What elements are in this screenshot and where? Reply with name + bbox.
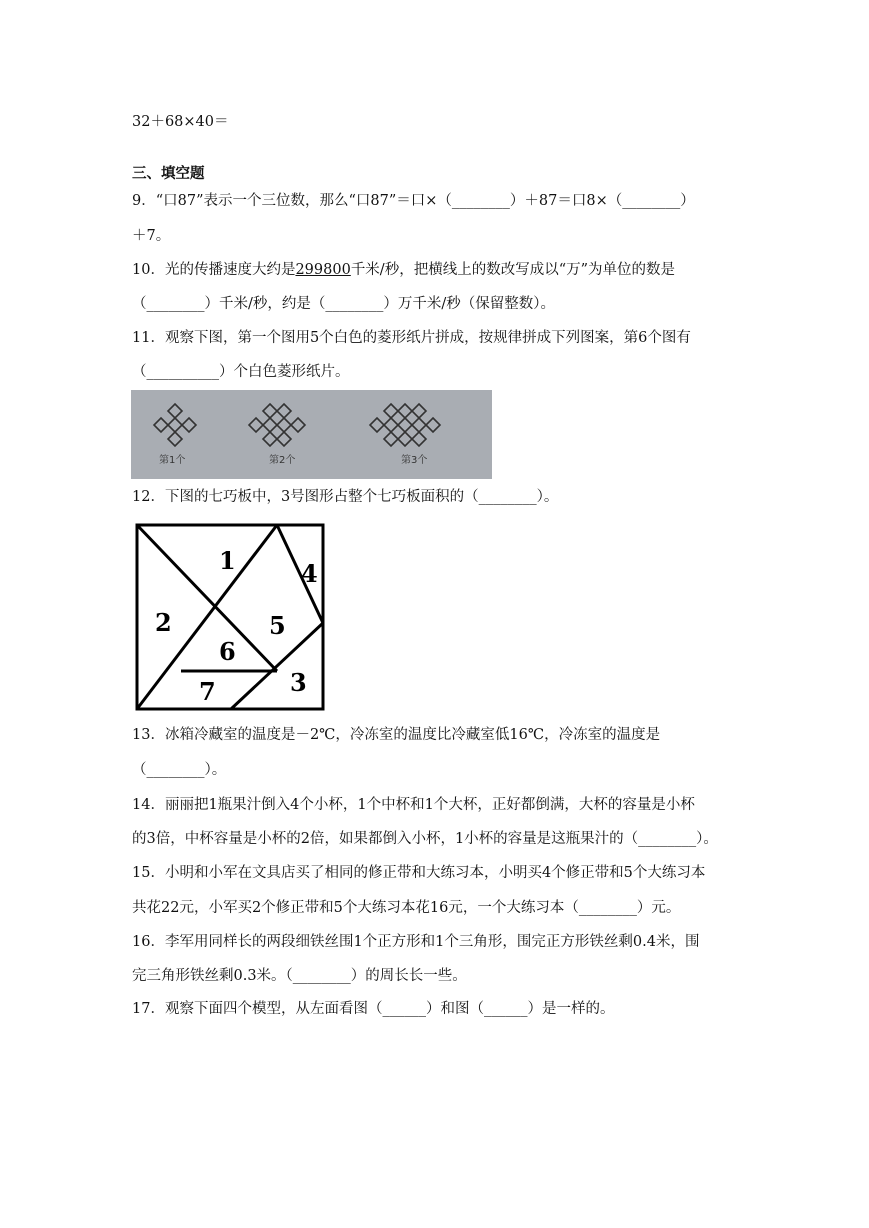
expression-32-68-40: 32＋68×40＝ — [132, 114, 229, 130]
question-14-line-2: 的3倍，中杯容量是小杯的2倍，如果都倒入小杯，1小杯的容量是这瓶果汁的（________）。 — [132, 831, 718, 847]
question-10-line-1 — [132, 260, 675, 280]
tangram-label-7: 7 — [199, 677, 216, 706]
pattern-2-rhombi — [249, 404, 305, 446]
question-11-line-2: （__________）个白色菱形纸片。 — [132, 364, 350, 380]
section-heading-fill-in-blank: 三、填空题 — [132, 166, 205, 182]
question-12: 12．下图的七巧板中，3号图形占整个七巧板面积的（________）。 — [132, 489, 559, 505]
question-15-line-2: 共花22元，小军买2个修正带和5个大练习本花16元，一个大练习本（________）元。 — [132, 900, 681, 916]
question-9-line-1: 9．“口87”表示一个三位数，那么“口87”＝口×（________）＋87＝口8×（________） — [132, 193, 695, 209]
tangram-label-6: 6 — [219, 637, 236, 666]
question-13-line-2: （________）。 — [132, 762, 227, 778]
tangram-label-5: 5 — [269, 611, 286, 640]
tangram-label-3: 3 — [290, 668, 307, 697]
question-15-line-1: 15．小明和小军在文具店买了相同的修正带和大练习本，小明买4个修正带和5个大练习本 — [132, 865, 706, 881]
question-10-post: 千米/秒，把横线上的数改写成以“万”为单位的数是 — [350, 262, 676, 278]
pattern-label-1: 第1个 — [159, 455, 186, 466]
pattern-3-rhombi — [370, 404, 440, 446]
pattern-label-2: 第2个 — [269, 455, 296, 466]
tangram-label-1: 1 — [219, 546, 236, 575]
question-16-line-2: 完三角形铁丝剩0.3米。（________）的周长长一些。 — [132, 968, 467, 984]
question-16-line-1: 16．李军用同样长的两段细铁丝围1个正方形和1个三角形，围完正方形铁丝剩0.4米，围 — [132, 934, 700, 950]
question-9-line-2: ＋7。 — [132, 228, 171, 244]
underlined-number: 299800 — [295, 262, 351, 278]
question-10-line-2: （________）千米/秒，约是（________）万千米/秒（保留整数）。 — [132, 296, 556, 312]
rhombus-pattern-drawing — [131, 390, 492, 479]
question-11-line-1: 11．观察下图，第一个图用5个白色的菱形纸片拼成，按规律拼成下列图案，第6个图有 — [132, 330, 691, 346]
tangram-diagonal-main — [137, 525, 277, 671]
question-10-pre: 10．光的传播速度大约是 — [132, 262, 296, 278]
question-13-line-1: 13．冰箱冷藏室的温度是－2℃，冷冻室的温度比冷藏室低16℃，冷冻室的温度是 — [132, 727, 661, 743]
tangram-figure — [133, 521, 327, 713]
tangram-label-2: 2 — [155, 608, 172, 637]
rhombus-pattern-image — [131, 390, 492, 479]
question-14-line-1: 14．丽丽把1瓶果汁倒入4个小杯，1个中杯和1个大杯，正好都倒满，大杯的容量是小杯 — [132, 797, 695, 813]
tangram-label-4: 4 — [301, 559, 318, 588]
question-17: 17．观察下面四个模型，从左面看图（______）和图（______）是一样的。 — [132, 1001, 615, 1017]
pattern-1-rhombi — [154, 404, 196, 446]
pattern-label-3: 第3个 — [401, 455, 428, 466]
